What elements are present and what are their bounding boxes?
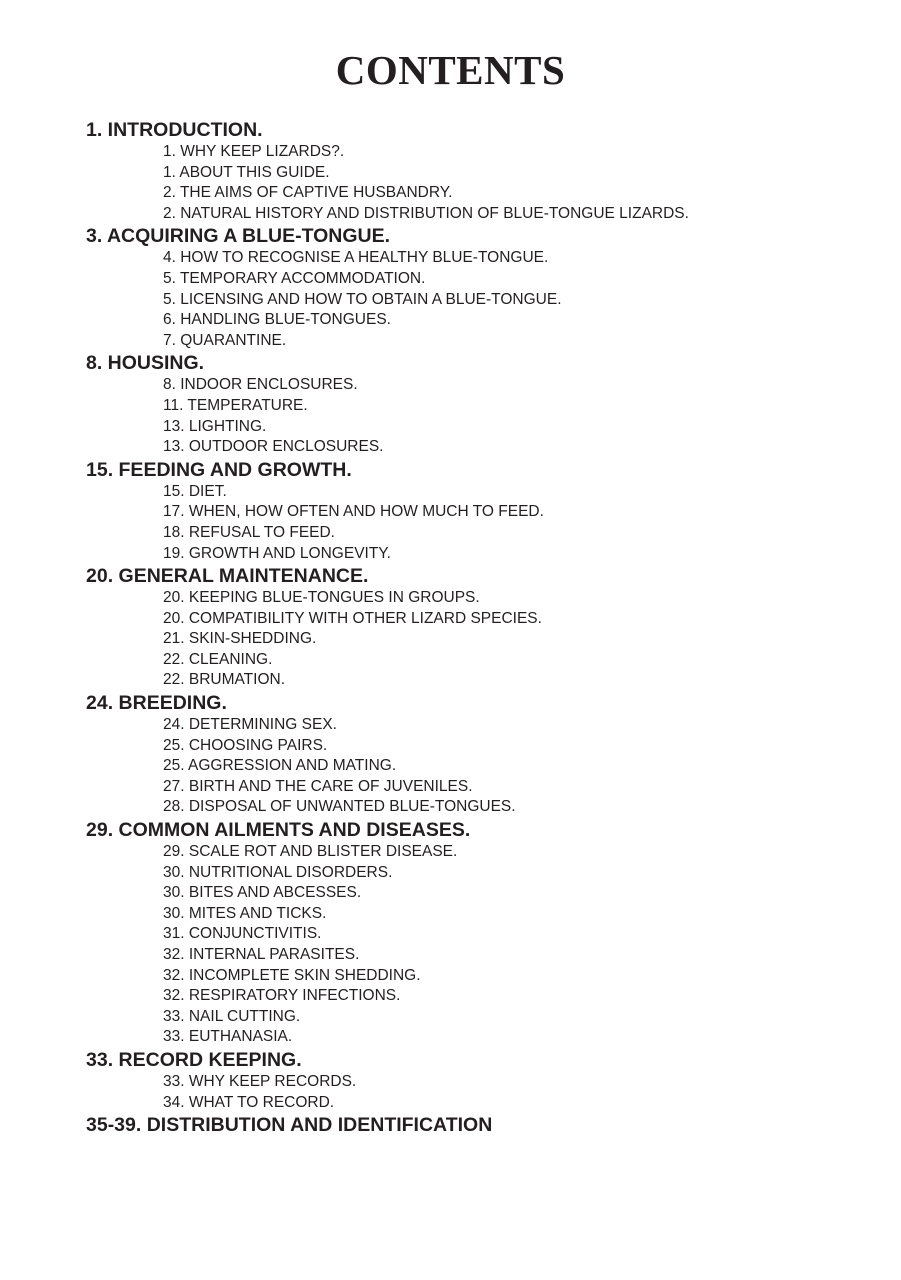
section-heading: 8. HOUSING.: [86, 352, 205, 375]
section-heading: 24. BREEDING.: [86, 692, 227, 715]
section-entries: [86, 842, 866, 1048]
toc-entry: 18. REFUSAL TO FEED.: [163, 523, 335, 541]
toc-entry: 1. WHY KEEP LIZARDS?.: [163, 143, 345, 160]
section-heading: 1. INTRODUCTION.: [86, 119, 263, 141]
toc-entry: 17. WHEN, HOW OFTEN AND HOW MUCH TO FEED.: [163, 503, 544, 521]
toc-entry: 20. COMPATIBILITY WITH OTHER LIZARD SPECIES.: [163, 609, 542, 627]
toc-entry: 13. LIGHTING.: [163, 417, 267, 435]
toc-entry: 19. GROWTH AND LONGEVITY.: [163, 544, 391, 562]
section-heading: 3. ACQUIRING A BLUE-TONGUE.: [86, 225, 391, 248]
toc-entry: 24. DETERMINING SEX.: [163, 716, 337, 734]
table-of-contents: [86, 118, 866, 1137]
toc-section: [86, 458, 866, 564]
section-heading: 29. COMMON AILMENTS AND DISEASES.: [86, 819, 471, 842]
toc-entry: 13. OUTDOOR ENCLOSURES.: [163, 438, 384, 456]
section-heading: 35-39. DISTRIBUTION AND IDENTIFICATION: [86, 1114, 493, 1137]
toc-section: [86, 1113, 866, 1137]
toc-entry: 7. QUARANTINE.: [163, 331, 287, 349]
section-heading: 33. RECORD KEEPING.: [86, 1048, 302, 1071]
page-title: CONTENTS: [335, 47, 566, 93]
toc-entry: 28. DISPOSAL OF UNWANTED BLUE-TONGUES.: [163, 798, 516, 816]
toc-entry: 20. KEEPING BLUE-TONGUES IN GROUPS.: [163, 589, 480, 607]
section-entries: [86, 588, 866, 691]
toc-section: [86, 564, 866, 691]
toc-entry: 2. NATURAL HISTORY AND DISTRIBUTION OF BLUE-TONGUE LIZARDS.: [163, 204, 689, 222]
toc-entry: 30. BITES AND ABCESSES.: [163, 884, 362, 902]
toc-section: [86, 818, 866, 1048]
toc-entry: 4. HOW TO RECOGNISE A HEALTHY BLUE-TONGUE.: [163, 249, 549, 267]
toc-section: [86, 351, 866, 457]
toc-entry: 32. INTERNAL PARASITES.: [163, 946, 360, 963]
toc-entry: 27. BIRTH AND THE CARE OF JUVENILES.: [163, 777, 473, 795]
toc-entry: 8. INDOOR ENCLOSURES.: [163, 376, 358, 394]
toc-entry: 22. BRUMATION.: [163, 671, 286, 689]
toc-section: [86, 1048, 866, 1113]
toc-entry: 22. CLEANING.: [163, 650, 273, 668]
toc-entry: 1. ABOUT THIS GUIDE.: [163, 163, 330, 181]
toc-entry: 15. DIET.: [163, 482, 227, 500]
toc-entry: 21. SKIN-SHEDDING.: [163, 630, 317, 648]
toc-entry: 25. AGGRESSION AND MATING.: [163, 757, 397, 775]
toc-entry: 33. EUTHANASIA.: [163, 1028, 293, 1046]
section-entries: [86, 375, 866, 457]
toc-entry: 5. LICENSING AND HOW TO OBTAIN A BLUE-TONGUE.: [163, 290, 562, 308]
section-entries: [86, 715, 866, 818]
toc-entry: 31. CONJUNCTIVITIS.: [163, 925, 322, 943]
toc-entry: 2. THE AIMS OF CAPTIVE HUSBANDRY.: [163, 184, 453, 202]
toc-entry: 30. NUTRITIONAL DISORDERS.: [163, 863, 393, 881]
section-entries: [86, 142, 866, 224]
section-heading: 20. GENERAL MAINTENANCE.: [86, 565, 369, 588]
toc-section: [86, 691, 866, 818]
toc-entry: 29. SCALE ROT AND BLISTER DISEASE.: [163, 843, 458, 861]
toc-entry: 33. WHY KEEP RECORDS.: [163, 1072, 357, 1090]
section-entries: [86, 1072, 866, 1113]
toc-section: [86, 224, 866, 351]
toc-entry: 6. HANDLING BLUE-TONGUES.: [163, 311, 391, 329]
toc-entry: 11. TEMPERATURE.: [163, 396, 308, 414]
toc-entry: 32. RESPIRATORY INFECTIONS.: [163, 987, 401, 1005]
section-heading: 15. FEEDING AND GROWTH.: [86, 458, 352, 481]
toc-entry: 33. NAIL CUTTING.: [163, 1007, 301, 1025]
toc-section: [86, 118, 866, 224]
toc-entry: 25. CHOOSING PAIRS.: [163, 736, 328, 754]
toc-entry: 5. TEMPORARY ACCOMMODATION.: [163, 269, 426, 287]
toc-entry: 32. INCOMPLETE SKIN SHEDDING.: [163, 966, 421, 984]
toc-entry: 30. MITES AND TICKS.: [163, 904, 327, 922]
section-entries: [86, 482, 866, 564]
section-entries: [86, 248, 866, 351]
toc-entry: 34. WHAT TO RECORD.: [163, 1093, 335, 1111]
